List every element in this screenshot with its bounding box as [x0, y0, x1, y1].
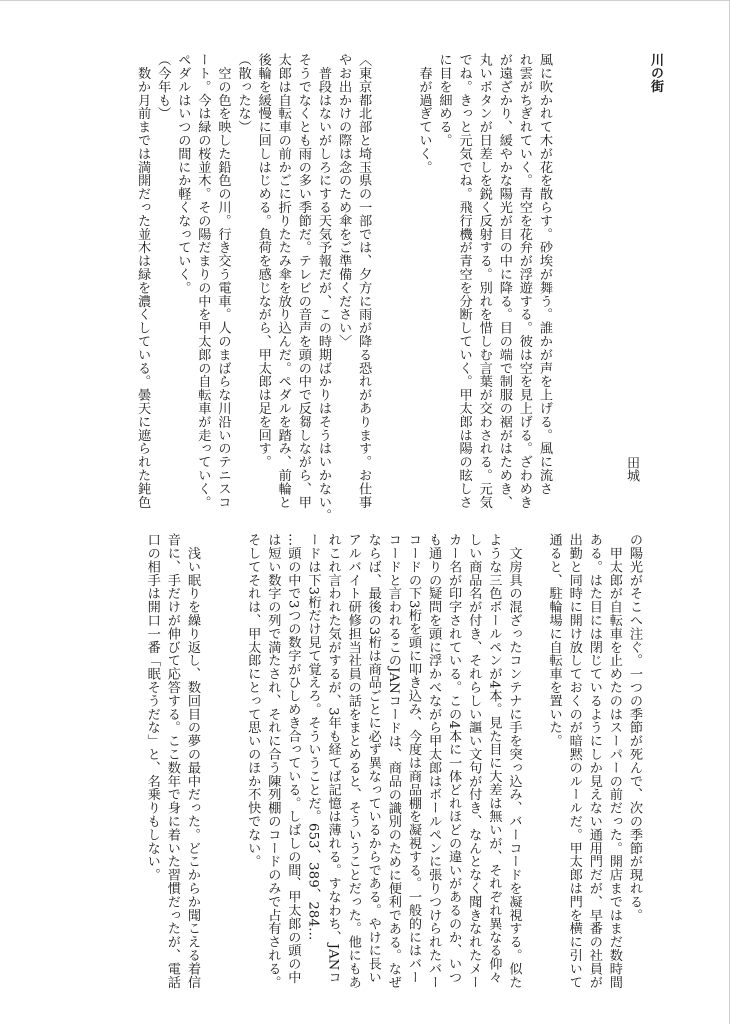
text-line: （今年も） [155, 53, 171, 120]
text-line: ート。今は緑の桜並木。その陽だまりの中を甲太郎の自転車が走っていく。 [195, 53, 211, 509]
text-line: は短い数字の列で満たされ、それに合う陳列棚のコードのみで占有される。 [265, 533, 281, 989]
text-line: 数か月前までは満開だった並木は緑を濃くしている。曇天に遮られた鈍色 [135, 53, 151, 509]
text-line: ような三色ボールペンが4本。見た目に大差は無いが、それぞれ異なる仰々 [486, 533, 502, 984]
text-line: 〈東京都北部と埼玉県の一部では、夕方に雨が降る恐れがあります。お仕事 [356, 53, 372, 509]
text-line: アルバイト研修担当社員の話をまとめると、そういうことだった。他にもあ [345, 533, 361, 989]
text-line: ならば、最後の3桁は商品ごとに必ず異なっているからである。やけに長い [365, 533, 381, 984]
author-name: 田城 [624, 456, 639, 483]
text-line: 後輪を緩慢に回しはじめる。負荷を感じながら、甲太郎は足を回す。 [255, 53, 271, 469]
upper-text-column [132, 53, 554, 522]
text-line: 太郎は自転車の前かごに折りたたみ傘を放り込んだ。ペダルを踏み、前輪と [275, 53, 291, 509]
text-line: そうでなくとも雨の多い季節だ。テレビの音声を頭の中で反芻しながら、甲 [295, 53, 311, 509]
text-line: そしてそれは、甲太郎にとって思いのほか不快でない。 [245, 533, 261, 868]
text-line: ードは下3桁だけ見て覚えろ。そういうことだ。653、389、284… [305, 533, 321, 941]
text-line: 丸いボタンが日差しを鋭く反射する。別れを惜しむ言葉が交わされる。元気 [476, 53, 492, 509]
text-line: 春が過ぎていく。 [416, 53, 432, 174]
lower-text-column [142, 533, 644, 989]
text-line: コードと言われるこのJANコードは、商品の識別のために便利である。なぜ [385, 533, 401, 989]
text-line: しい商品名が付き、それらしい謳い文句が付き、なんとなく聞きなれたメー [466, 533, 482, 989]
text-line: が遠ざかり、緩やかな陽光が目の中に降る。目の端で制服の裾がはためき、 [496, 53, 512, 509]
text-line: に目を細める。 [436, 53, 452, 147]
text-line [523, 533, 543, 983]
text-line: 風に吹かれて木が花を散らす。砂埃が舞う。誰かが声を上げる。風に流さ [537, 53, 552, 496]
text-line: （散ったな） [235, 53, 251, 134]
text-line: の陽光がそこへ注ぐ。一つの季節が死んで、次の季節が現れる。 [627, 533, 642, 922]
text-line [373, 53, 393, 493]
text-line: れこれ言われた気がするが、3年も経てば記憶は薄れる。すなわち、JANコ [325, 533, 341, 984]
text-line: 音に、手だけが伸びて応答する。ここ数年で身に着いた習慣だったが、電話 [164, 533, 180, 989]
text-line: 出勤と同時に開け放しておくのが暗黙のルールだ。甲太郎は門を横に引いて [566, 533, 582, 989]
text-line: 通ると、駐輪場に自転車を置いた。 [546, 533, 562, 748]
text-line: でね。きっと元気でね。飛行機が青空を分断していく。甲太郎は陽の眩しさ [456, 53, 472, 509]
text-line: …頭の中で3つの数字がひしめき合っている。しばしの間、甲太郎の頭の中 [285, 533, 301, 984]
text-line: ある。はた目には閉じているようにしか見えない通用門だが、早番の社員が [586, 533, 602, 989]
text-line: 文房具の混ざったコンテナに手を突っ込み、バーコードを凝視する。似た [506, 533, 522, 989]
text-line: コードの下3桁を頭に叩き込み、今度は商品棚を凝視する。一般的にはバー [405, 533, 421, 984]
text-line [222, 533, 242, 983]
text-line: やお出かけの際は念のため傘をご準備ください〉 [336, 53, 352, 348]
text-line: 甲太郎が自転車を止めたのはスーパーの前だった。開店まではまだ数時間 [606, 533, 622, 989]
text-line [393, 53, 413, 493]
story-title: 川の街 [648, 53, 663, 93]
text-line: 浅い眠りを繰り返し、数回目の夢の最中だった。どこからか聞こえる着信 [184, 533, 200, 989]
text-line: 口の相手は開口一番「眠そうだな」と、名乗りもしない。 [144, 533, 160, 882]
text-line: ペダルはいつの間にか軽くなっていく。 [175, 53, 191, 295]
text-line: も通りの疑問を頭に浮かべながら甲太郎はボールペンに張りつけられたバー [426, 533, 442, 989]
text-line: 空の色を映した鉛色の川。行き交う電車。人のまばらな川沿いのテニスコ [215, 53, 231, 509]
text-line: れ雲がちぎれていく。青空を花弁が浮遊する。彼は空を見上げる。ざわめき [516, 53, 532, 509]
text-line: カー名が印字されている。この4本に一体どれほどの違いがあるのか、いつ [446, 533, 462, 984]
text-line [202, 533, 222, 983]
text-line: 普段はないがしろにする天気予報だが、この時期ばかりはそうはいかない。 [315, 53, 331, 522]
